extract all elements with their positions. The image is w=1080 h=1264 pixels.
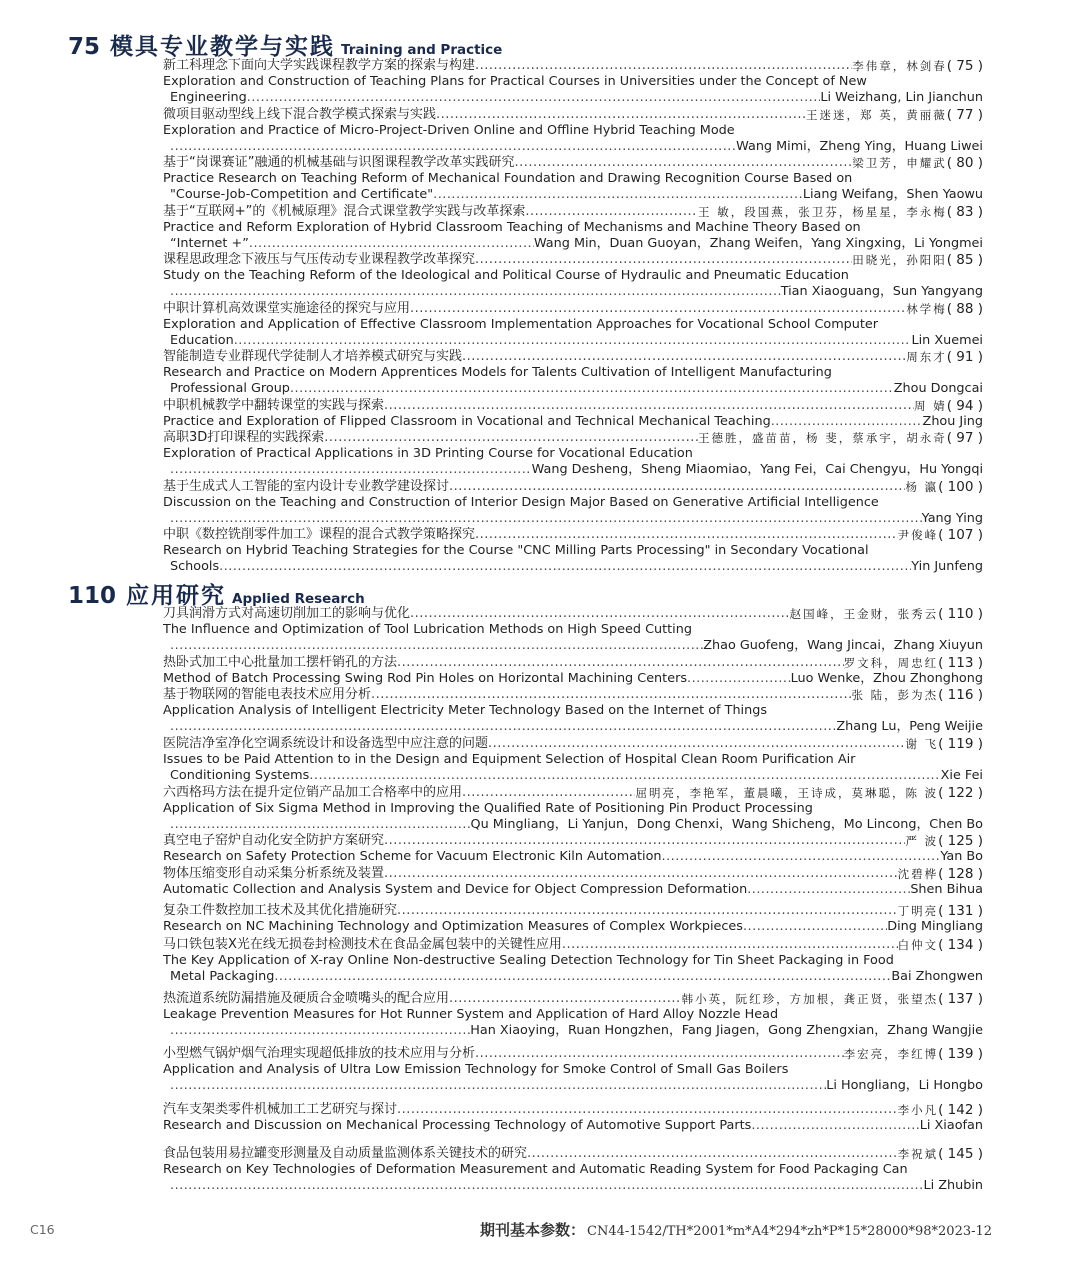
entry-title-en-line: Schools bbox=[170, 559, 220, 575]
entry-title-en-line: Issues to be Paid Attention to in the Design and Equipment Selection of Hospital Clean Room Purification Air bbox=[163, 752, 856, 768]
section-heading-training bbox=[68, 28, 502, 61]
entry-authors-en: Liang Weifang，Shen Yaowu bbox=[802, 187, 983, 203]
entry-cn-line bbox=[163, 866, 983, 882]
entry-page-number: ( 142 ) bbox=[938, 1102, 983, 1118]
entry-page-number: ( 80 ) bbox=[946, 155, 983, 171]
entry-authors-en: Xie Fei bbox=[940, 768, 983, 784]
entry-page-number: ( 137 ) bbox=[938, 991, 983, 1007]
entry-page-number: ( 134 ) bbox=[938, 937, 983, 953]
entry-cn-line bbox=[163, 655, 983, 671]
entry-title-en-line: Application of Six Sigma Method in Improving the Qualified Rate of Positioning Pin Product Processing bbox=[163, 801, 813, 817]
entry-page-number: ( 119 ) bbox=[938, 736, 983, 752]
entry-title-en-line: Research on NC Machining Technology and Optimization Measures of Complex Workpieces bbox=[163, 919, 743, 935]
params-label: 期刊基本参数： bbox=[480, 1221, 586, 1239]
entry-cn-line bbox=[163, 991, 983, 1007]
section-title-cn: 应用研究 bbox=[126, 583, 227, 609]
entry-authors-cn: 李宏亮，李红博 bbox=[843, 1047, 939, 1061]
entry-cn-authors-page bbox=[698, 430, 983, 446]
entry-page-number: ( 91 ) bbox=[946, 349, 983, 365]
entry-authors-cn: 周 婧 bbox=[914, 399, 947, 413]
dot-leader bbox=[462, 785, 635, 801]
entry-authors-en: Qu Mingliang，Li Yanjun，Dong Chenxi，Wang Shicheng，Mo Lincong，Chen Bo bbox=[470, 817, 983, 833]
entry-en-authors-line bbox=[170, 768, 983, 784]
entry-title-en-line: Exploration of Practical Applications in 3D Printing Course for Vocational Education bbox=[163, 446, 693, 462]
entry-page-number: ( 97 ) bbox=[946, 430, 983, 446]
dot-leader bbox=[410, 301, 906, 317]
entry-title-cn: 六西格玛方法在提升定位销产品加工合格率中的应用 bbox=[163, 785, 463, 800]
entry-page-number: ( 110 ) bbox=[938, 606, 983, 622]
entry-cn-authors-page bbox=[898, 527, 983, 543]
entry-cn-authors-page bbox=[906, 349, 983, 365]
entry-title-cn: 食品包装用易拉罐变形测量及自动质量监测体系关键技术的研究 bbox=[163, 1146, 528, 1161]
dot-leader bbox=[397, 903, 898, 919]
entry-authors-cn: 李祝斌 bbox=[897, 1147, 939, 1161]
dot-leader bbox=[247, 90, 821, 106]
entry-title-cn: 新工科理念下面向大学实践课程教学方案的探索与构建 bbox=[163, 58, 476, 73]
dot-leader bbox=[514, 155, 852, 171]
entry-authors-cn: 韩小英，阮红珍，方加根，龚正贤，张望杰 bbox=[681, 992, 939, 1006]
entry-title-en-line: Conditioning Systems bbox=[170, 768, 310, 784]
entry-title-en-line: Automatic Collection and Analysis System and Device for Object Compression Deformation bbox=[163, 882, 748, 898]
entry-page-number: ( 125 ) bbox=[938, 833, 983, 849]
entry-authors-en: Bai Zhongwen bbox=[891, 969, 983, 985]
entry-authors-cn: 沈碧桦 bbox=[897, 867, 939, 881]
entry-authors-cn: 罗文科，周忠红 bbox=[843, 656, 939, 670]
entry-cn-line bbox=[163, 479, 983, 495]
dot-leader bbox=[397, 1102, 898, 1118]
entry-en-authors-line bbox=[170, 236, 983, 252]
entry-title-cn: 小型燃气锅炉烟气治理实现超低排放的技术应用与分析 bbox=[163, 1046, 476, 1061]
entry-title-en-line: Practice Research on Teaching Reform of Mechanical Foundation and Drawing Recognition Course Based on bbox=[163, 171, 853, 187]
dot-leader bbox=[290, 381, 894, 397]
entry-authors-cn: 严 波 bbox=[905, 834, 939, 848]
entry-cn-authors-page bbox=[806, 107, 983, 123]
entry-title-cn: 真空电子窑炉自动化安全防护方案研究 bbox=[163, 833, 385, 848]
entry-title-en-line: Research and Practice on Modern Apprentices Models for Talents Cultivation of Intelligent Manufacturing bbox=[163, 365, 832, 381]
entry-en-authors-line bbox=[163, 1118, 983, 1134]
entry-title-cn: 医院洁净室净化空调系统设计和设备选型中应注意的问题 bbox=[163, 736, 489, 751]
entry-title-en-line: Exploration and Application of Effective Classroom Implementation Approaches for Vocational School Computer bbox=[163, 317, 879, 333]
entry-title-en-line: “Internet +” bbox=[170, 236, 249, 252]
entry-cn-line bbox=[163, 155, 983, 171]
entry-authors-en: Tian Xiaoguang，Sun Yangyang bbox=[780, 284, 983, 300]
entry-cn-line bbox=[163, 937, 983, 953]
entry-title-en-line: Metal Packaging bbox=[170, 969, 275, 985]
dot-leader bbox=[436, 107, 806, 123]
entry-cn-authors-page bbox=[635, 785, 983, 801]
entry-cn-line bbox=[163, 736, 983, 752]
section-start-page: 75 bbox=[68, 34, 101, 60]
entry-authors-cn: 杨 瀛 bbox=[905, 480, 939, 494]
entry-cn-authors-page bbox=[682, 991, 983, 1007]
entry-en-authors-line bbox=[163, 919, 983, 935]
dot-leader bbox=[743, 919, 887, 935]
entry-cn-line bbox=[163, 785, 983, 801]
entry-title-en-line: Research and Discussion on Mechanical Processing Technology of Automotive Support Parts bbox=[163, 1118, 752, 1134]
entry-authors-en: Lin Xuemei bbox=[911, 333, 983, 349]
entry-page-number: ( 94 ) bbox=[946, 398, 983, 414]
entry-authors-cn: 李伟章，林剑春 bbox=[852, 59, 947, 73]
entry-cn-authors-page bbox=[898, 866, 983, 882]
entry-en-authors-line bbox=[170, 462, 983, 478]
entry-cn-authors-page bbox=[790, 606, 983, 622]
entry-authors-cn: 赵国峰，王金财，张秀云 bbox=[789, 607, 939, 621]
entry-cn-authors-page bbox=[698, 204, 983, 220]
entry-page-number: ( 139 ) bbox=[938, 1046, 983, 1062]
entry-title-en-line: Research on Safety Protection Scheme for Vacuum Electronic Kiln Automation bbox=[163, 849, 662, 865]
entry-cn-authors-page bbox=[844, 655, 983, 671]
entry-title-cn: 热流道系统防漏措施及硬质合金喷嘴头的配合应用 bbox=[163, 991, 450, 1006]
entry-authors-cn: 王迷迷，郑 英，黄丽薇 bbox=[806, 108, 947, 122]
entry-en-authors-line bbox=[170, 139, 983, 155]
dot-leader bbox=[170, 284, 781, 300]
entry-en-authors-line bbox=[170, 719, 983, 735]
dot-leader bbox=[170, 1078, 826, 1094]
dot-leader bbox=[433, 187, 803, 203]
entry-page-number: ( 88 ) bbox=[946, 301, 983, 317]
section-title-en: Applied Research bbox=[232, 591, 365, 607]
entry-title-cn: 马口铁包装X光在线无损卷封检测技术在食品金属包装中的关键性应用 bbox=[163, 937, 562, 952]
entry-en-authors-line bbox=[170, 381, 983, 397]
entry-authors-cn: 周东才 bbox=[906, 350, 947, 364]
entry-authors-en: Li Weizhang, Lin Jianchun bbox=[820, 90, 983, 106]
entry-page-number: ( 116 ) bbox=[938, 687, 983, 703]
entry-cn-authors-page bbox=[844, 1046, 983, 1062]
entry-title-en-line: The Key Application of X-ray Online Non-destructive Sealing Detection Technology for Tin Sheet Packaging in Food bbox=[163, 953, 894, 969]
dot-leader bbox=[475, 1046, 844, 1062]
entry-page-number: ( 75 ) bbox=[946, 58, 983, 74]
entry-authors-en: Li Hongliang，Li Hongbo bbox=[826, 1078, 983, 1094]
entry-title-cn: 汽车支架类零件机械加工工艺研究与探讨 bbox=[163, 1102, 398, 1117]
entry-title-cn: 微项目驱动型线上线下混合教学模式探索与实践 bbox=[163, 107, 437, 122]
entry-authors-cn: 尹俊峰 bbox=[897, 528, 939, 542]
entry-authors-cn: 林学梅 bbox=[906, 302, 947, 316]
entry-cn-line bbox=[163, 58, 983, 74]
entry-title-en-line: "Course-Job-Competition and Certificate" bbox=[170, 187, 434, 203]
entry-title-en-line: Practice and Exploration of Flipped Classroom in Vocational and Technical Mechanical Teaching bbox=[163, 414, 771, 430]
entry-cn-line bbox=[163, 349, 983, 365]
entry-en-authors-line bbox=[170, 969, 983, 985]
entry-authors-en: Yin Junfeng bbox=[911, 559, 983, 575]
entry-cn-authors-page bbox=[898, 937, 983, 953]
entry-authors-en: Han Xiaoying，Ruan Hongzhen，Fang Jiagen，Gong Zhengxian，Zhang Wangjie bbox=[470, 1023, 983, 1039]
entry-en-authors-line bbox=[170, 187, 983, 203]
entry-title-cn: 高职3D打印课程的实践探索 bbox=[163, 430, 325, 445]
dot-leader bbox=[170, 719, 836, 735]
entry-authors-en: Li Xiaofan bbox=[919, 1118, 983, 1134]
section-title-cn: 模具专业教学与实践 bbox=[110, 34, 336, 60]
entry-en-authors-line bbox=[170, 90, 983, 106]
entry-en-authors-line bbox=[170, 1078, 983, 1094]
dot-leader bbox=[234, 333, 912, 349]
dot-leader bbox=[488, 736, 905, 752]
entry-cn-authors-page bbox=[905, 833, 983, 849]
dot-leader bbox=[662, 849, 941, 865]
entry-title-cn: 基于物联网的智能电表技术应用分析 bbox=[163, 687, 372, 702]
entry-cn-authors-page bbox=[852, 58, 983, 74]
dot-leader bbox=[475, 252, 852, 268]
entry-cn-authors-page bbox=[905, 736, 983, 752]
entry-cn-line bbox=[163, 1102, 983, 1118]
entry-authors-cn: 谢 飞 bbox=[905, 737, 939, 751]
entry-authors-en: Wang Min，Duan Guoyan，Zhang Weifen，Yang Xingxing，Li Yongmei bbox=[533, 236, 983, 252]
entry-title-en-line: Practice and Reform Exploration of Hybrid Classroom Teaching of Mechanisms and Machine Theory Based on bbox=[163, 220, 861, 236]
dot-leader bbox=[384, 866, 898, 882]
entry-title-en-line: The Influence and Optimization of Tool Lubrication Methods on High Speed Cutting bbox=[163, 622, 692, 638]
entry-cn-line bbox=[163, 687, 983, 703]
entry-title-en-line: Study on the Teaching Reform of the Ideological and Political Course of Hydraulic and Pneumatic Education bbox=[163, 268, 849, 284]
entry-en-authors-line bbox=[163, 849, 983, 865]
dot-leader bbox=[747, 882, 910, 898]
entry-authors-cn: 田晓光，孙阳阳 bbox=[852, 253, 947, 267]
entry-authors-cn: 张 陆，彭为杰 bbox=[851, 688, 939, 702]
dot-leader bbox=[219, 559, 911, 575]
entry-page-number: ( 85 ) bbox=[946, 252, 983, 268]
entry-cn-authors-page bbox=[905, 479, 983, 495]
params-value: CN44-1542/TH*2001*m*A4*294*zh*P*15*28000*98*2023-12 bbox=[587, 1224, 993, 1239]
entry-en-authors-line bbox=[170, 333, 983, 349]
entry-authors-en: Luo Wenke，Zhou Zhonghong bbox=[790, 671, 983, 687]
entry-page-number: ( 122 ) bbox=[938, 785, 983, 801]
entry-authors-cn: 李小凡 bbox=[897, 1103, 939, 1117]
entry-cn-line bbox=[163, 1146, 983, 1162]
entry-en-authors-line bbox=[163, 882, 983, 898]
entry-title-en-line: Exploration and Construction of Teaching Plans for Practical Courses in Universities under the Concept of New bbox=[163, 74, 867, 90]
dot-leader bbox=[274, 969, 891, 985]
dot-leader bbox=[309, 768, 940, 784]
dot-leader bbox=[449, 991, 682, 1007]
entry-authors-en: Zhou Dongcai bbox=[893, 381, 983, 397]
dot-leader bbox=[170, 817, 471, 833]
dot-leader bbox=[324, 430, 698, 446]
entry-title-en-line: Leakage Prevention Measures for Hot Runner System and Application of Hard Alloy Nozzle Head bbox=[163, 1007, 779, 1023]
entry-title-en-line: Education bbox=[170, 333, 234, 349]
entry-title-cn: 刀具润滑方式对高速切削加工的影响与优化 bbox=[163, 606, 411, 621]
entry-title-cn: 热卧式加工中心批量加工摆杆销孔的方法 bbox=[163, 655, 398, 670]
entry-en-authors-line bbox=[170, 638, 983, 654]
dot-leader bbox=[475, 527, 898, 543]
entry-en-authors-line bbox=[170, 1023, 983, 1039]
entry-cn-line bbox=[163, 606, 983, 622]
entry-cn-line bbox=[163, 1046, 983, 1062]
dot-leader bbox=[170, 139, 736, 155]
dot-leader bbox=[170, 1023, 470, 1039]
entry-title-cn: 基于生成式人工智能的室内设计专业教学建设探讨 bbox=[163, 479, 450, 494]
dot-leader bbox=[384, 833, 905, 849]
entry-title-en-line: Research on Hybrid Teaching Strategies for the Course "CNC Milling Parts Processing" in Secondary Vocational bbox=[163, 543, 869, 559]
entry-cn-authors-page bbox=[852, 252, 983, 268]
entry-cn-authors-page bbox=[898, 1102, 983, 1118]
entry-authors-en: Shen Bihua bbox=[910, 882, 983, 898]
entry-title-en-line: Application and Analysis of Ultra Low Emission Technology for Smoke Control of Small Gas Boilers bbox=[163, 1062, 789, 1078]
entry-cn-authors-page bbox=[906, 301, 983, 317]
entry-en-authors-line bbox=[170, 559, 983, 575]
entry-title-cn: 智能制造专业群现代学徒制人才培养模式研究与实践 bbox=[163, 349, 463, 364]
journal-parameters bbox=[480, 1219, 992, 1240]
entry-en-authors-line bbox=[170, 284, 983, 300]
entry-authors-en: Yang Ying bbox=[921, 511, 983, 527]
entry-title-en-line: Research on Key Technologies of Deformation Measurement and Automatic Reading System for Food Packaging Can bbox=[163, 1162, 908, 1178]
entry-title-cn: 物体压缩变形自动采集分析系统及装置 bbox=[163, 866, 385, 881]
entry-cn-line bbox=[163, 252, 983, 268]
entry-cn-line bbox=[163, 301, 983, 317]
entry-en-authors-line bbox=[170, 1178, 983, 1194]
section-start-page: 110 bbox=[68, 583, 117, 609]
entry-cn-line bbox=[163, 204, 983, 220]
entry-cn-authors-page bbox=[898, 903, 983, 919]
entry-title-en-line: Discussion on the Teaching and Construction of Interior Design Major Based on Generative Artificial Intelligence bbox=[163, 495, 879, 511]
entry-en-authors-line bbox=[163, 414, 983, 430]
entry-title-cn: 基于“岗课赛证”融通的机械基础与识图课程教学改革实践研究 bbox=[163, 155, 515, 170]
entry-cn-authors-page bbox=[914, 398, 983, 414]
entry-title-en-line: Professional Group bbox=[170, 381, 290, 397]
entry-cn-line bbox=[163, 107, 983, 123]
entry-en-authors-line bbox=[170, 817, 983, 833]
entry-authors-en: Zhang Lu，Peng Weijie bbox=[836, 719, 983, 735]
entry-cn-authors-page bbox=[852, 155, 983, 171]
entry-authors-en: Yan Bo bbox=[940, 849, 983, 865]
dot-leader bbox=[410, 606, 790, 622]
section-title-en: Training and Practice bbox=[341, 42, 503, 58]
dot-leader bbox=[170, 1178, 923, 1194]
entry-authors-en: Li Zhubin bbox=[923, 1178, 983, 1194]
entry-cn-line bbox=[163, 903, 983, 919]
entry-title-cn: 中职机械教学中翻转课堂的实践与探索 bbox=[163, 398, 385, 413]
entry-page-number: ( 145 ) bbox=[938, 1146, 983, 1162]
dot-leader bbox=[249, 236, 534, 252]
entry-authors-cn: 屈明亮，李艳军，董晨曦，王诗成，莫琳聪，陈 波 bbox=[635, 786, 939, 800]
entry-cn-authors-page bbox=[851, 687, 983, 703]
entry-title-cn: 中职《数控铣削零件加工》课程的混合式教学策略探究 bbox=[163, 527, 476, 542]
dot-leader bbox=[687, 671, 791, 687]
dot-leader bbox=[384, 398, 914, 414]
entry-title-en-line: Application Analysis of Intelligent Electricity Meter Technology Based on the Internet of Things bbox=[163, 703, 768, 719]
entry-page-number: ( 113 ) bbox=[938, 655, 983, 671]
dot-leader bbox=[751, 1118, 919, 1134]
entry-authors-cn: 王德胜，盛苗苗，杨 斐，蔡承宇，胡永奇 bbox=[698, 431, 947, 445]
dot-leader bbox=[475, 58, 852, 74]
entry-page-number: ( 107 ) bbox=[938, 527, 983, 543]
entry-cn-line bbox=[163, 527, 983, 543]
dot-leader bbox=[562, 937, 898, 953]
dot-leader bbox=[771, 414, 923, 430]
entry-cn-line bbox=[163, 833, 983, 849]
entry-authors-en: Zhao Guofeng，Wang Jincai，Zhang Xiuyun bbox=[703, 638, 983, 654]
entry-title-cn: 课程思政理念下液压与气压传动专业课程教学改革探究 bbox=[163, 252, 476, 267]
page-number: C16 bbox=[30, 1222, 55, 1237]
entry-cn-authors-page bbox=[898, 1146, 983, 1162]
entry-authors-en: Wang Mimi，Zheng Ying，Huang Liwei bbox=[736, 139, 983, 155]
dot-leader bbox=[170, 638, 703, 654]
dot-leader bbox=[449, 479, 905, 495]
dot-leader bbox=[170, 462, 532, 478]
entry-authors-en: Zhou Jing bbox=[922, 414, 983, 430]
entry-page-number: ( 131 ) bbox=[938, 903, 983, 919]
entry-cn-line bbox=[163, 398, 983, 414]
entry-title-en-line: Exploration and Practice of Micro-Project-Driven Online and Offline Hybrid Teaching Mode bbox=[163, 123, 735, 139]
dot-leader bbox=[462, 349, 906, 365]
entry-authors-en: Ding Mingliang bbox=[887, 919, 983, 935]
entry-authors-cn: 梁卫芳，申耀武 bbox=[852, 156, 947, 170]
dot-leader bbox=[527, 1146, 898, 1162]
entry-en-authors-line bbox=[163, 671, 983, 687]
entry-title-en-line: Method of Batch Processing Swing Rod Pin Holes on Horizontal Machining Centers bbox=[163, 671, 687, 687]
dot-leader bbox=[170, 511, 922, 527]
entry-page-number: ( 77 ) bbox=[946, 107, 983, 123]
entry-title-cn: 中职计算机高效课堂实施途径的探究与应用 bbox=[163, 301, 411, 316]
entry-authors-en: Wang Desheng，Sheng Miaomiao，Yang Fei，Cai Chengyu，Hu Yongqi bbox=[531, 462, 983, 478]
entry-en-authors-line bbox=[170, 511, 983, 527]
dot-leader bbox=[397, 655, 844, 671]
entry-title-cn: 基于“互联网+”的《机械原理》混合式课堂教学实践与改革探索 bbox=[163, 204, 526, 219]
entry-authors-cn: 丁明亮 bbox=[897, 904, 939, 918]
entry-authors-cn: 白仲文 bbox=[897, 938, 939, 952]
entry-page-number: ( 100 ) bbox=[938, 479, 983, 495]
entry-title-en-line: Engineering bbox=[170, 90, 247, 106]
dot-leader bbox=[525, 204, 698, 220]
entry-authors-cn: 王 敏，段国燕，张卫芬，杨星星，李永梅 bbox=[698, 205, 947, 219]
entry-page-number: ( 83 ) bbox=[946, 204, 983, 220]
dot-leader bbox=[371, 687, 851, 703]
entry-title-cn: 复杂工件数控加工技术及其优化措施研究 bbox=[163, 903, 398, 918]
entry-page-number: ( 128 ) bbox=[938, 866, 983, 882]
entry-cn-line bbox=[163, 430, 983, 446]
